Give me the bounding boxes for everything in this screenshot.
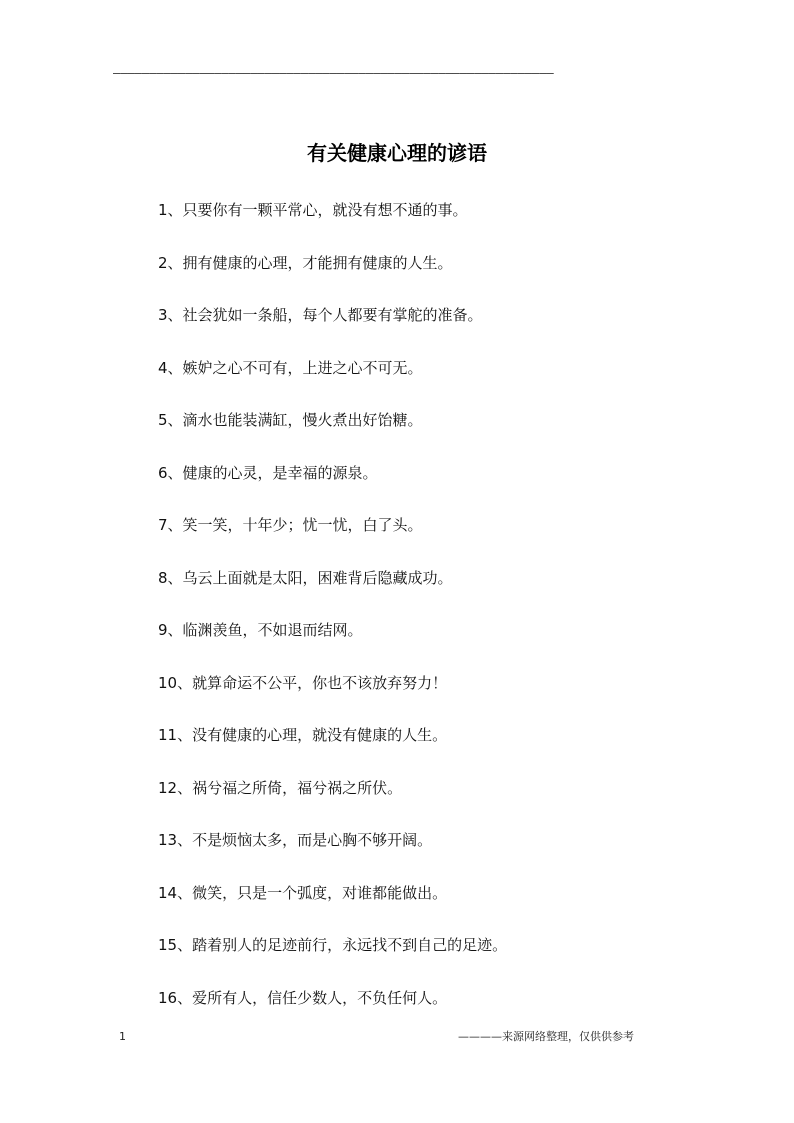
saying-item: 15、踏着别人的足迹前行，永远找不到自己的足迹。: [158, 936, 508, 954]
saying-item: 12、祸兮福之所倚，福兮祸之所伏。: [158, 778, 403, 797]
header-dashed-rule: –––––––––––––––––––––––––––––––––––––––––––––––––––––––––––––: [113, 66, 554, 80]
saying-item: 4、嫉妒之心不可有，上进之心不可无。: [158, 358, 423, 377]
saying-item: 13、不是烦恼太多，而是心胸不够开阔。: [158, 831, 433, 849]
saying-item: 8、乌云上面就是太阳，困难背后隐藏成功。: [158, 568, 453, 587]
document-title: 有关健康心理的谚语: [307, 141, 487, 166]
sayings-list: [158, 196, 507, 1036]
saying-item: 5、滴水也能装满缸，慢火煮出好饴糖。: [158, 411, 423, 429]
page-number: 1: [119, 1030, 126, 1043]
saying-item: 14、微笑，只是一个弧度，对谁都能做出。: [158, 883, 448, 902]
saying-item: 1、只要你有一颗平常心，就没有想不通的事。: [158, 201, 468, 219]
saying-item: 2、拥有健康的心理，才能拥有健康的人生。: [158, 253, 453, 272]
saying-item: 10、就算命运不公平，你也不该放弃努力！: [158, 673, 448, 692]
saying-item: 6、健康的心灵，是幸福的源泉。: [158, 463, 378, 482]
saying-item: 11、没有健康的心理，就没有健康的人生。: [158, 726, 448, 744]
saying-item: 9、临渊羡鱼，不如退而结网。: [158, 621, 363, 639]
saying-item: 3、社会犹如一条船，每个人都要有掌舵的准备。: [158, 306, 483, 324]
footer-source-note: ————来源网络整理，仅供供参考: [458, 1030, 634, 1043]
saying-item: 16、爱所有人，信任少数人，不负任何人。: [158, 988, 448, 1007]
saying-item: 7、笑一笑，十年少；忧一忧，白了头。: [158, 516, 423, 534]
